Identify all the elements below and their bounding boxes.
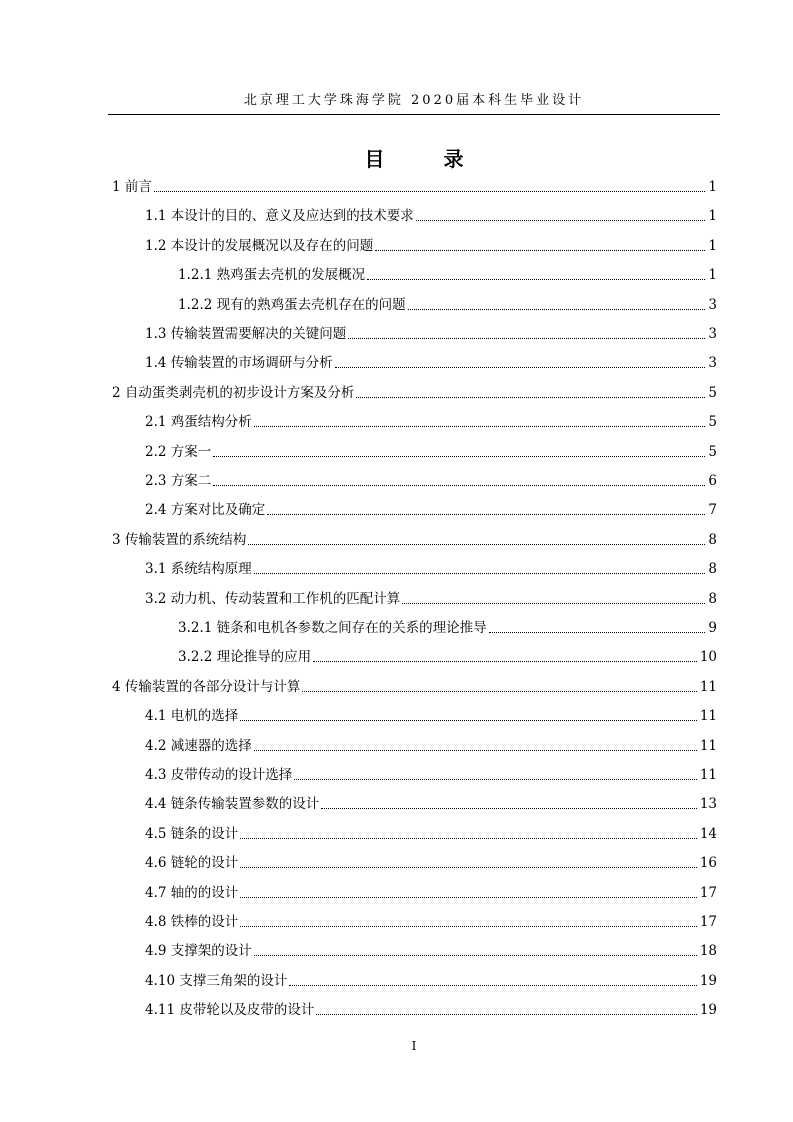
toc-entry[interactable] — [145, 735, 717, 755]
toc-entry-page: 13 — [699, 796, 717, 813]
toc-entry[interactable] — [145, 911, 717, 931]
toc-entry-title: 4.7 轴的的设计 — [145, 884, 239, 901]
toc-entry-page: 5 — [708, 414, 717, 431]
toc-entry-title: 2.1 鸡蛋结构分析 — [145, 414, 252, 431]
toc-entry-page: 14 — [699, 825, 717, 842]
toc-dot-leader — [240, 838, 697, 839]
toc-dot-leader — [321, 808, 697, 809]
toc-dot-leader — [356, 397, 705, 398]
toc-entry-page: 5 — [708, 443, 717, 460]
toc-entry-title: 2.3 方案二 — [145, 473, 212, 489]
toc-entry-page: 1 — [708, 208, 717, 225]
toc-dot-leader — [375, 250, 705, 251]
toc-title: 目 录 — [364, 147, 490, 171]
toc-entry[interactable] — [178, 617, 717, 637]
toc-entry-page: 7 — [708, 502, 717, 519]
toc-entry-title: 4.8 铁棒的设计 — [145, 914, 239, 930]
toc-entry[interactable] — [145, 823, 717, 843]
toc-entry[interactable] — [112, 676, 717, 696]
toc-entry-page: 11 — [699, 737, 717, 754]
toc-entry[interactable] — [145, 558, 717, 578]
toc-entry-title: 3.1 系统结构原理 — [145, 561, 252, 578]
toc-entry-title: 4.5 链条的设计 — [145, 825, 239, 842]
toc-dot-leader — [402, 603, 705, 604]
toc-entry[interactable] — [112, 382, 717, 402]
toc-entry[interactable] — [145, 882, 717, 902]
toc-entry-title: 1 前言 — [112, 179, 152, 195]
toc-entry-page: 19 — [699, 1002, 717, 1019]
toc-entry-title: 1.2.2 现有的熟鸡蛋去壳机存在的问题 — [178, 296, 406, 313]
toc-dot-leader — [367, 279, 705, 280]
toc-entry-page: 8 — [708, 590, 717, 607]
toc-entry[interactable] — [145, 235, 717, 255]
toc-entry-title: 4.6 链轮的设计 — [145, 855, 239, 872]
toc-entry-title: 2.4 方案对比及确定 — [145, 502, 266, 519]
toc-dot-leader — [289, 985, 696, 986]
toc-entry-page: 3 — [708, 296, 717, 313]
toc-entry-page: 1 — [708, 237, 717, 254]
toc-entry[interactable] — [145, 852, 717, 872]
toc-entry-title: 2.2 方案一 — [145, 443, 212, 460]
toc-dot-leader — [313, 661, 697, 662]
toc-entry[interactable] — [112, 529, 717, 549]
toc-dot-leader — [213, 456, 705, 457]
toc-entry-page: 16 — [699, 855, 717, 872]
toc-dot-leader — [254, 750, 697, 751]
toc-dot-leader — [240, 926, 697, 927]
toc-entry-page: 3 — [708, 355, 717, 372]
toc-entry[interactable] — [178, 646, 717, 666]
toc-entry[interactable] — [145, 323, 717, 343]
toc-entry[interactable] — [145, 764, 717, 784]
toc-dot-leader — [316, 1014, 696, 1015]
toc-entry[interactable] — [145, 205, 717, 225]
toc-dot-leader — [154, 191, 706, 192]
toc-entry-page: 17 — [699, 884, 717, 901]
toc-dot-leader — [408, 309, 706, 310]
toc-entry[interactable] — [145, 470, 717, 490]
toc-entry-title: 4.10 支撑三角架的设计 — [145, 972, 288, 989]
toc-dot-leader — [254, 955, 697, 956]
toc-entry[interactable] — [112, 176, 717, 196]
toc-entry-title: 3.2.2 理论推导的应用 — [178, 649, 312, 666]
toc-entry-page: 8 — [708, 531, 717, 548]
page-number: I — [411, 1039, 417, 1053]
toc-entry-page: 11 — [699, 678, 717, 695]
toc-dot-leader — [267, 514, 705, 515]
toc-entry[interactable] — [145, 411, 717, 431]
toc-dot-leader — [416, 220, 706, 221]
toc-entry-title: 4.2 减速器的选择 — [145, 737, 252, 754]
toc-entry-page: 17 — [699, 914, 717, 930]
toc-entry-page: 11 — [699, 708, 717, 725]
toc-entry[interactable] — [145, 940, 717, 960]
toc-entry-title: 4.4 链条传输装置参数的设计 — [145, 796, 320, 813]
toc-entry[interactable] — [145, 352, 717, 372]
toc-dot-leader — [240, 867, 697, 868]
toc-entry[interactable] — [145, 499, 717, 519]
toc-entry-page: 1 — [708, 267, 717, 284]
toc-entry-title: 2 自动蛋类剥壳机的初步设计方案及分析 — [112, 384, 355, 401]
toc-dot-leader — [240, 897, 697, 898]
toc-entry-title: 4.11 皮带轮以及皮带的设计 — [145, 1002, 315, 1019]
toc-entry-title: 1.2 本设计的发展概况以及存在的问题 — [145, 237, 374, 254]
toc-entry[interactable] — [178, 264, 717, 284]
toc-entry[interactable] — [145, 793, 717, 813]
toc-entry-page: 3 — [708, 326, 717, 342]
toc-entry-page: 19 — [699, 972, 717, 989]
toc-dot-leader — [254, 573, 706, 574]
page-header: 北京理工大学珠海学院 2020届本科生毕业设计 — [243, 93, 585, 108]
toc-dot-leader — [489, 632, 706, 633]
toc-entry-page: 1 — [708, 179, 717, 195]
toc-entry-title: 4.9 支撑架的设计 — [145, 943, 252, 960]
toc-entry-page: 8 — [708, 561, 717, 578]
toc-entry[interactable] — [145, 999, 717, 1019]
toc-dot-leader — [240, 720, 697, 721]
toc-entry-title: 3.2 动力机、传动装置和工作机的匹配计算 — [145, 590, 401, 607]
toc-dot-leader — [335, 367, 706, 368]
toc-entry-page: 11 — [699, 767, 717, 783]
toc-entry-title: 1.3 传输装置需要解决的关键问题 — [145, 326, 347, 342]
toc-entry-page: 9 — [708, 620, 717, 636]
toc-dot-leader — [254, 426, 706, 427]
toc-entry-title: 3 传输装置的系统结构 — [112, 531, 247, 548]
toc-entry[interactable] — [145, 441, 717, 461]
toc-entry-title: 1.1 本设计的目的、意义及应达到的技术要求 — [145, 208, 414, 225]
toc-entry[interactable] — [178, 294, 717, 314]
toc-entry-title: 1.2.1 熟鸡蛋去壳机的发展概况 — [178, 267, 366, 284]
toc-dot-leader — [294, 779, 697, 780]
toc-entry-title: 4.1 电机的选择 — [145, 708, 239, 725]
toc-entry[interactable] — [145, 588, 717, 608]
toc-dot-leader — [248, 544, 705, 545]
toc-entry[interactable] — [145, 705, 717, 725]
toc-entry[interactable] — [145, 970, 717, 990]
toc-entry-page: 10 — [699, 649, 717, 666]
toc-entry-title: 4.3 皮带传动的设计选择 — [145, 767, 293, 783]
toc-entry-title: 3.2.1 链条和电机各参数之间存在的关系的理论推导 — [178, 620, 487, 636]
toc-entry-page: 6 — [708, 473, 717, 489]
toc-entry-page: 5 — [708, 384, 717, 401]
toc-dot-leader — [348, 338, 705, 339]
toc-dot-leader — [213, 485, 705, 486]
toc-entry-page: 18 — [699, 943, 717, 960]
toc-entry-title: 4 传输装置的各部分设计与计算 — [112, 678, 301, 695]
toc-entry-title: 1.4 传输装置的市场调研与分析 — [145, 355, 333, 372]
toc-dot-leader — [302, 691, 696, 692]
